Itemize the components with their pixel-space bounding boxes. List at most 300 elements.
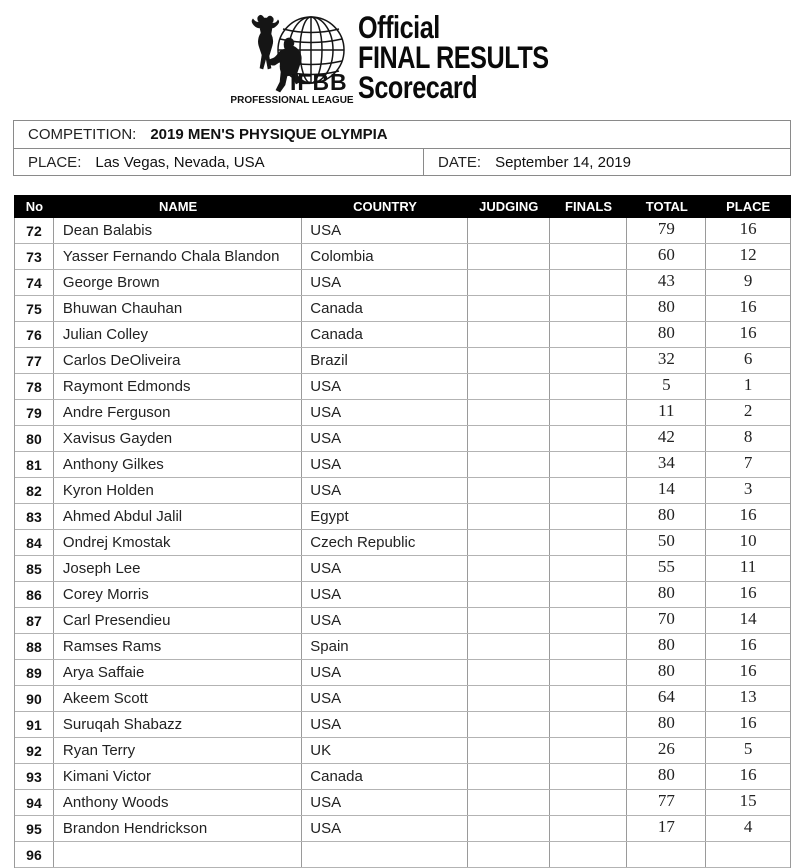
competitor-name-text: Carl Presendieu [62,612,171,629]
judging-score [468,686,550,711]
place-rank-text: 3 [743,478,753,498]
date-cell [424,149,790,175]
competitor-name [54,660,302,685]
judging-score [468,348,550,373]
table-row-partial [15,842,790,868]
total-score [627,530,706,555]
total-score-text: 80 [657,764,675,784]
competitor-name [54,738,302,763]
finals-score [550,296,628,321]
competitor-name-text: Ramses Rams [62,638,162,655]
total-score [627,478,706,503]
finals-score [550,270,628,295]
total-score [627,634,706,659]
judging-score [468,582,550,607]
competitor-country [302,712,468,737]
place-rank-text: 7 [743,452,753,472]
competitor-name [54,764,302,789]
place-rank-text: 16 [739,296,757,316]
total-score [627,660,706,685]
competitor-no-text: 74 [26,274,42,291]
place-rank-text: 16 [739,218,757,238]
place-rank-text: 16 [739,504,757,524]
competitor-country-text: USA [310,222,342,239]
total-score-text: 70 [657,608,675,628]
competitor-country [302,530,468,555]
competitor-name-text: Xavisus Gayden [62,430,173,447]
judging-score [468,426,550,451]
competitor-no [15,530,54,555]
competitor-name [54,556,302,581]
finals-score [550,218,628,243]
competitor-no-text: 89 [26,664,42,681]
place-rank [706,452,790,477]
competitor-name-text: Carlos DeOliveira [62,352,181,369]
place-date-row [14,149,790,175]
competitor-no [15,738,54,763]
competitor-no-text: 84 [26,534,42,551]
competitor-name [54,582,302,607]
place-rank [706,816,790,841]
judging-score [468,660,550,685]
judging-score [468,608,550,633]
place-rank-text: 13 [739,686,757,706]
title-line-official: Official [358,9,440,45]
total-score [627,582,706,607]
competitor-name [54,478,302,503]
place-label: PLACE: [28,153,82,171]
competitor-name [54,790,302,815]
total-score [627,556,706,581]
judging-score [468,400,550,425]
competitor-country-text: USA [310,378,342,395]
total-score [627,608,706,633]
competitor-country-text: USA [310,690,342,707]
competitor-name [54,686,302,711]
competitor-name [54,816,302,841]
competitor-no-text: 96 [26,846,42,863]
competitor-country-text: USA [310,274,342,291]
competitor-name-text: Yasser Fernando Chala Blandon [62,248,280,265]
competitor-no-text: 77 [26,352,42,369]
total-score-text: 80 [657,296,675,316]
place-rank-text: 16 [739,764,757,784]
total-score-text: 80 [657,660,675,680]
competitor-name-text: Brandon Hendrickson [62,820,208,837]
competitor-name [54,244,302,269]
competitor-no [15,790,54,815]
competitor-no-text: 75 [26,300,42,317]
judging-score [468,296,550,321]
competitor-name-text: Raymont Edmonds [62,378,191,395]
judging-score [468,842,550,867]
judging-score [468,504,550,529]
table-row [15,348,790,374]
title-line-final-results: FINAL RESULTS [358,40,549,75]
competitor-country [302,504,468,529]
finals-score [550,738,628,763]
finals-score [550,790,628,815]
competitor-country-text: USA [310,586,342,603]
logo-ifbb-text: IFBB [290,69,348,95]
competitor-country-text: USA [310,482,342,499]
finals-score [550,452,628,477]
total-score-text: 11 [658,400,675,420]
place-rank-text: 2 [743,400,753,420]
competitor-no [15,478,54,503]
column-header-total: TOTAL [645,199,688,214]
competitor-name-text: Arya Saffaie [62,664,145,681]
competitor-country [302,452,468,477]
judging-score [468,764,550,789]
table-row [15,452,790,478]
competitor-no [15,764,54,789]
competitor-name-text: Andre Ferguson [62,404,171,421]
competitor-no [15,218,54,243]
table-row [15,790,790,816]
total-score-text: 50 [657,530,675,550]
place-rank [706,764,790,789]
judging-score [468,530,550,555]
competitor-country-text: USA [310,560,342,577]
competitor-country-text: Canada [310,300,363,317]
total-score [627,400,706,425]
total-score-text: 43 [657,270,675,290]
judging-score [468,322,550,347]
total-score [627,244,706,269]
competitor-name [54,322,302,347]
competitor-name [54,842,302,867]
table-row [15,738,790,764]
competitor-no-text: 90 [26,690,42,707]
place-rank [706,400,790,425]
total-score [627,504,706,529]
competitor-country-text: Czech Republic [310,534,416,551]
table-row [15,660,790,686]
competitor-no [15,426,54,451]
total-score-text: 80 [657,322,675,342]
place-rank-text: 1 [743,374,753,394]
finals-score [550,816,628,841]
page-title [358,9,549,105]
place-rank-text: 16 [739,322,757,342]
place-rank [706,478,790,503]
competition-label: COMPETITION: [28,126,137,143]
total-score [627,270,706,295]
competitor-name [54,296,302,321]
place-rank [706,608,790,633]
total-score-text: 80 [657,582,675,602]
competitor-name-text: Anthony Gilkes [62,456,164,473]
table-row [15,712,790,738]
total-score [627,764,706,789]
competitor-no [15,712,54,737]
place-rank-text: 16 [739,582,757,602]
total-score [627,790,706,815]
competitor-country [302,790,468,815]
competitor-no [15,686,54,711]
competitor-no [15,374,54,399]
finals-score [550,348,628,373]
place-rank-text: 16 [739,634,757,654]
place-rank-text: 4 [743,816,753,836]
competitor-no [15,660,54,685]
finals-score [550,556,628,581]
place-rank [706,686,790,711]
competitor-no [15,842,54,867]
title-line-scorecard: Scorecard [358,70,478,105]
place-rank-text: 10 [739,530,757,550]
total-score-text: 5 [662,374,671,394]
total-score [627,738,706,763]
competitor-no [15,556,54,581]
competitor-no [15,582,54,607]
competitor-no-text: 95 [26,820,42,837]
place-rank [706,218,790,243]
competitor-name-text: Bhuwan Chauhan [62,300,183,317]
competitor-no-text: 92 [26,742,42,759]
table-row [15,582,790,608]
competitor-country [302,244,468,269]
competitor-name [54,218,302,243]
total-score-text: 80 [657,712,675,732]
place-rank-text: 9 [743,270,753,290]
competitor-no [15,348,54,373]
competitor-country [302,686,468,711]
competitor-country-text: USA [310,820,342,837]
finals-score [550,686,628,711]
competitor-no [15,608,54,633]
competitor-no-text: 93 [26,768,42,785]
finals-score [550,400,628,425]
competition-row [14,121,790,149]
total-score [627,218,706,243]
table-row [15,218,790,244]
total-score [627,842,706,867]
column-header-name: NAME [158,199,198,214]
competitor-country [302,738,468,763]
competitor-country [302,296,468,321]
total-score [627,712,706,737]
competitor-name-text: Kimani Victor [62,768,151,785]
table-row [15,556,790,582]
competitor-name-text: Ahmed Abdul Jalil [62,508,183,525]
competitor-no [15,504,54,529]
competitor-country [302,478,468,503]
total-score [627,296,706,321]
competitor-name [54,712,302,737]
total-score-text: 60 [657,244,675,264]
competitor-name [54,348,302,373]
judging-score [468,712,550,737]
place-rank-text: 5 [743,738,753,758]
total-score-text: 26 [657,738,675,758]
competitor-country [302,374,468,399]
competitor-no-text: 86 [26,586,42,603]
competitor-country-text: Colombia [310,248,374,265]
judging-score [468,738,550,763]
competitor-no [15,452,54,477]
table-header-row [14,195,791,218]
finals-score [550,374,628,399]
column-header-country: COUNTRY [353,199,417,214]
finals-score [550,530,628,555]
competitor-no [15,244,54,269]
total-score-text: 79 [657,218,675,238]
column-header-finals: FINALS [565,199,612,214]
competitor-name [54,530,302,555]
competitor-country-text: USA [310,430,342,447]
place-rank [706,634,790,659]
judging-score [468,816,550,841]
competitor-country-text: USA [310,456,342,473]
competitor-country-text: Brazil [310,352,348,369]
total-score-text: 42 [657,426,675,446]
table-row [15,296,790,322]
total-score-text: 17 [657,816,675,836]
judging-score [468,634,550,659]
place-rank [706,348,790,373]
competitor-no-text: 81 [26,456,42,473]
competitor-name [54,634,302,659]
competitor-name [54,374,302,399]
competitor-country [302,322,468,347]
place-rank-text: 11 [739,556,757,576]
competitor-country-text: Egypt [310,508,349,525]
competitor-country [302,842,468,867]
judging-score [468,478,550,503]
place-cell [14,149,424,175]
finals-score [550,764,628,789]
finals-score [550,322,628,347]
place-rank [706,530,790,555]
finals-score [550,426,628,451]
competitor-name [54,608,302,633]
total-score [627,426,706,451]
judging-score [468,374,550,399]
total-score [627,686,706,711]
competitor-country [302,816,468,841]
competitor-country [302,270,468,295]
finals-score [550,660,628,685]
place-rank [706,712,790,737]
total-score [627,374,706,399]
competitor-name [54,452,302,477]
competitor-no [15,400,54,425]
competitor-name-text: Ondrej Kmostak [62,534,171,551]
competitor-no-text: 72 [26,222,42,239]
competitor-country [302,634,468,659]
competitor-no-text: 87 [26,612,42,629]
competition-info-box [13,120,791,176]
finals-score [550,712,628,737]
finals-score [550,504,628,529]
competitor-name-text: Joseph Lee [62,560,141,577]
total-score-text: 77 [657,790,675,810]
table-row [15,634,790,660]
competitor-country-text: Spain [310,638,349,655]
competitor-country [302,660,468,685]
logo-professional-league-text: PROFESSIONAL LEAGUE [230,95,354,106]
competitor-no [15,634,54,659]
competitor-country [302,608,468,633]
judging-score [468,270,550,295]
competitor-country-text: USA [310,612,342,629]
place-rank-text: 6 [743,348,753,368]
place-rank [706,738,790,763]
table-row [15,426,790,452]
place-rank-text: 15 [739,790,757,810]
finals-score [550,244,628,269]
competitor-name-text: Akeem Scott [62,690,148,707]
place-rank-text: 12 [739,244,757,264]
total-score-text: 34 [657,452,675,472]
competitor-no [15,816,54,841]
total-score [627,322,706,347]
competitor-country [302,764,468,789]
date-value: September 14, 2019 [495,153,631,171]
competitor-country-text: Canada [310,326,363,343]
competitor-country-text: USA [310,664,342,681]
finals-score [550,608,628,633]
judging-score [468,556,550,581]
competitor-name-text: Suruqah Shabazz [62,716,183,733]
place-rank [706,374,790,399]
competitor-name-text: Dean Balabis [62,222,153,239]
table-row [15,374,790,400]
total-score [627,452,706,477]
place-rank [706,270,790,295]
table-row [15,608,790,634]
competitor-name-text: Corey Morris [62,586,149,603]
total-score-text: 80 [657,634,675,654]
competitor-name-text: George Brown [62,274,160,291]
table-row [15,816,790,842]
competitor-country-text: USA [310,404,342,421]
place-rank [706,244,790,269]
place-rank [706,296,790,321]
total-score-text: 55 [657,556,675,576]
competitor-country [302,426,468,451]
competitor-name [54,400,302,425]
competitor-country [302,400,468,425]
competitor-name-text: Julian Colley [62,326,148,343]
competitor-no-text: 73 [26,248,42,265]
results-table [14,195,791,868]
competitor-no-text: 80 [26,430,42,447]
place-rank [706,582,790,607]
total-score-text: 80 [657,504,675,524]
results-rows [15,218,790,868]
table-row [15,478,790,504]
table-row [15,244,790,270]
competitor-name [54,504,302,529]
column-header-no: No [25,199,44,214]
place-rank [706,660,790,685]
competitor-no-text: 88 [26,638,42,655]
place-rank-text: 14 [739,608,757,628]
judging-score [468,244,550,269]
competitor-no-text: 94 [26,794,42,811]
competitor-no-text: 83 [26,508,42,525]
place-rank-text: 8 [743,426,753,446]
competitor-no [15,270,54,295]
competitor-no-text: 79 [26,404,42,421]
competitor-no [15,322,54,347]
total-score-text: 14 [657,478,675,498]
place-rank [706,504,790,529]
competitor-country [302,218,468,243]
